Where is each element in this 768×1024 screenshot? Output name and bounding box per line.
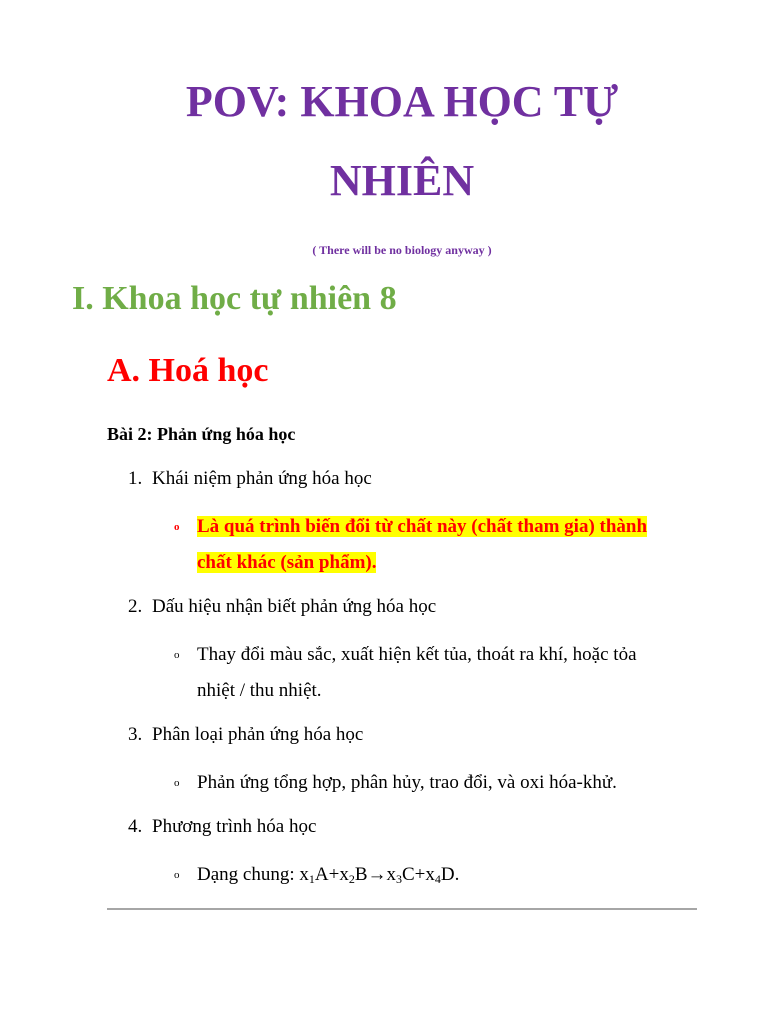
list-number: 3.	[128, 724, 143, 745]
list-item-4	[128, 816, 316, 838]
page-title-line-2: NHIÊN	[329, 156, 475, 205]
list-item-3	[128, 724, 363, 746]
page-title-line-1: POV: KHOA HỌC TỰ	[185, 77, 619, 126]
bullet-item	[174, 637, 694, 709]
horizontal-divider	[107, 908, 697, 910]
list-item-label: Phân loại phản ứng hóa học	[152, 724, 364, 745]
bullet-text-line-2: chất khác (sản phẩm).	[197, 552, 377, 573]
list-item-1	[128, 468, 372, 490]
list-item-label: Khái niệm phản ứng hóa học	[152, 468, 372, 489]
bullet-item-highlighted	[174, 509, 694, 581]
chemical-equation: Dạng chung: $x_1A+x_2B\to x_3C+x_4D$.	[197, 864, 460, 886]
bullet-text: Phản ứng tổng hợp, phân hủy, trao đổi, và oxi hóa-khử.	[197, 772, 617, 793]
list-item-label: Dấu hiệu nhận biết phản ứng hóa học	[152, 596, 437, 617]
section-heading: I. Khoa học tự nhiên 8	[72, 280, 397, 317]
subsection-heading: A. Hoá học	[107, 352, 269, 389]
bullet-circle-icon: o	[174, 649, 180, 661]
list-item-2	[128, 596, 436, 618]
bullet-item-equation	[174, 857, 694, 893]
list-number: 1.	[128, 468, 143, 489]
bullet-text-line-2: nhiệt / thu nhiệt.	[197, 680, 322, 701]
bullet-circle-icon: o	[174, 521, 180, 533]
bullet-circle-icon: o	[174, 777, 180, 789]
bullet-circle-icon: o	[174, 869, 180, 881]
lesson-title: Bài 2: Phản ứng hóa học	[107, 424, 296, 444]
page-subtitle: ( There will be no biology anyway )	[312, 243, 492, 257]
list-number: 2.	[128, 596, 143, 617]
list-number: 4.	[128, 816, 143, 837]
bullet-text-line-1: Thay đổi màu sắc, xuất hiện kết tủa, thoát ra khí, hoặc tỏa	[197, 644, 637, 665]
bullet-item	[174, 765, 694, 801]
reaction-arrow-icon: →	[367, 864, 387, 885]
list-item-label: Phương trình hóa học	[152, 816, 317, 837]
bullet-text-line-1: Là quá trình biến đổi từ chất này (chất tham gia) thành	[197, 516, 648, 537]
